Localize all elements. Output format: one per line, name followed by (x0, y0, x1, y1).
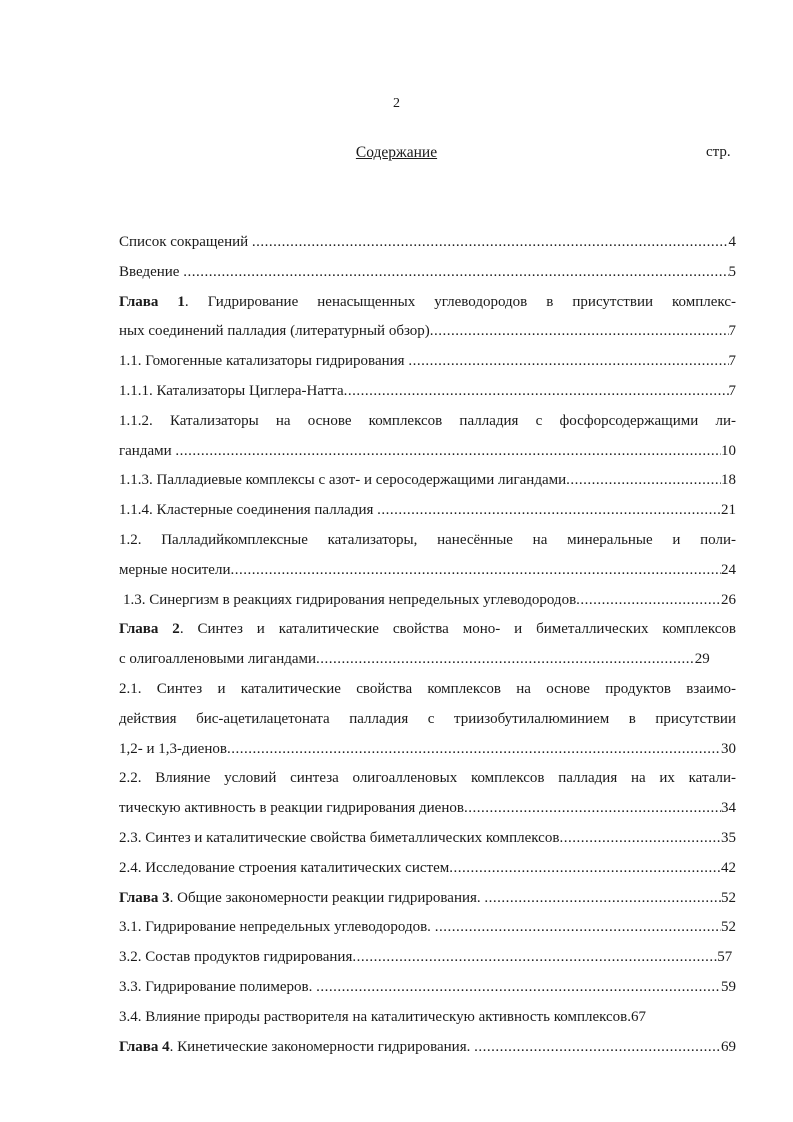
toc-entry-1-2[interactable] (119, 526, 736, 586)
toc-entry-text: 3.3. Гидрирование полимеров. (119, 978, 313, 995)
toc-entry-page: 69 (721, 1038, 736, 1055)
toc-entry-chapter-2[interactable] (119, 615, 736, 675)
toc-entry-1-3[interactable] (119, 586, 736, 616)
toc-entry-text: 2.4. Исследование строения каталитических систем (119, 859, 450, 876)
toc-entry-text-cont: 1,2- и 1,3-диенов (119, 740, 227, 757)
table-of-contents (119, 228, 736, 1062)
toc-entry-page: 7 (728, 382, 736, 399)
toc-entry-text-cont: гандами (119, 442, 172, 459)
toc-entry-text: 1.1.1. Катализаторы Циглера-Натта (119, 382, 344, 399)
toc-entry-page: 5 (728, 263, 736, 280)
toc-entry-text-cont: действия бис-ацетилацетоната палладия с триизобутилалюминием в присутствии (119, 710, 736, 727)
toc-entry-2-2[interactable] (119, 764, 736, 824)
page-column-label: стр. (706, 144, 731, 160)
toc-entry-chapter-3[interactable] (119, 884, 736, 914)
toc-entry-text: 3.2. Состав продуктов гидрирования (119, 949, 353, 966)
toc-entry-chapter-1[interactable] (119, 288, 736, 348)
toc-entry-text: 1.1.2. Катализаторы на основе комплексов палладия с фосфорсодержащими ли- (119, 412, 736, 429)
toc-entry-text: . Гидрирование ненасыщенных углеводородов в присутствии комплекс- (184, 293, 736, 310)
toc-entry-chapter-4[interactable] (119, 1033, 736, 1063)
toc-entry-text: 1.3. Синергизм в реакциях гидрирования непредельных углеводородов (123, 591, 577, 608)
toc-entry-abbreviations[interactable] (119, 228, 736, 258)
toc-entry-text: 1.1.3. Палладиевые комплексы с азот- и серосодержащими лигандами (119, 472, 567, 489)
toc-entry-1-1[interactable] (119, 347, 736, 377)
toc-entry-1-1-3[interactable] (119, 466, 736, 496)
toc-entry-text: Список сокращений (119, 234, 249, 250)
toc-entry-page: 26 (721, 591, 736, 608)
toc-entry-page: 21 (721, 502, 736, 519)
toc-entry-introduction[interactable] (119, 258, 736, 288)
toc-entry-page: 52 (721, 889, 736, 906)
toc-title: Содержание (355, 144, 438, 161)
page-number: 2 (393, 96, 400, 111)
toc-entry-page: 30 (721, 740, 736, 757)
toc-entry-page: 24 (721, 561, 736, 578)
toc-entry-text: . Общие закономерности реакции гидрирования. (169, 889, 481, 906)
toc-entry-1-1-2[interactable] (119, 407, 736, 467)
chapter-label: Глава 2 (119, 621, 180, 638)
toc-entry-page: 34 (721, 800, 736, 817)
toc-entry-page: 67 (631, 1008, 647, 1025)
toc-entry-2-1[interactable] (119, 675, 736, 764)
toc-entry-3-2[interactable] (119, 943, 736, 973)
toc-entry-1-1-4[interactable] (119, 496, 736, 526)
toc-entry-page: 7 (728, 353, 736, 370)
toc-entry-page: 18 (721, 472, 736, 489)
toc-entry-2-3[interactable] (119, 824, 736, 854)
toc-entry-text: 1.2. Палладийкомплексные катализаторы, нанесённые на минеральные и поли- (119, 531, 736, 548)
toc-entry-3-3[interactable] (119, 973, 736, 1003)
toc-entry-text: 2.3. Синтез и каталитические свойства биметаллических комплексов (119, 829, 560, 846)
toc-entry-2-4[interactable] (119, 854, 736, 884)
toc-entry-text: 1.1. Гомогенные катализаторы гидрирования (119, 353, 405, 370)
toc-entry-text-cont: с олигоалленовыми лигандами (119, 651, 317, 668)
toc-entry-page: 52 (721, 919, 736, 936)
toc-entry-text-cont: мерные носители (119, 561, 231, 578)
toc-entry-text: . Кинетические закономерности гидрирования. (169, 1038, 471, 1055)
toc-entry-3-1[interactable] (119, 913, 736, 943)
toc-entry-text: . Синтез и каталитические свойства моно- и биметаллических комплексов (179, 621, 736, 638)
toc-entry-page: 59 (721, 978, 736, 995)
toc-entry-page: 29 (694, 651, 710, 668)
toc-entry-1-1-1[interactable] (119, 377, 736, 407)
chapter-label: Глава 1 (119, 293, 185, 310)
toc-entry-page: 35 (721, 829, 736, 846)
toc-entry-text: 2.2. Влияние условий синтеза олигоалленовых комплексов палладия на их катали- (119, 770, 736, 787)
toc-entry-text: 3.1. Гидрирование непредельных углеводородов. (119, 919, 431, 936)
toc-entry-page: 7 (728, 323, 736, 340)
toc-entry-page: 10 (721, 442, 736, 459)
chapter-label: Глава 4 (119, 1038, 170, 1055)
toc-entry-page: 57 (717, 949, 733, 966)
toc-entry-page: 42 (721, 859, 736, 876)
toc-entry-text: 3.4. Влияние природы растворителя на каталитическую активность комплексов. (119, 1008, 632, 1025)
toc-entry-text-cont: ных соединений палладия (литературный обзор) (119, 323, 430, 340)
toc-entry-3-4[interactable] (119, 1003, 736, 1033)
toc-entry-text: 2.1. Синтез и каталитические свойства комплексов на основе продуктов взаимо- (119, 680, 736, 697)
toc-entry-text: Введение (119, 263, 180, 280)
toc-entry-text-cont: тическую активность в реакции гидрирования диенов (119, 800, 464, 817)
toc-entry-text: 1.1.4. Кластерные соединения палладия (119, 502, 374, 519)
chapter-label: Глава 3 (119, 889, 170, 906)
toc-entry-page: 4 (728, 234, 736, 250)
